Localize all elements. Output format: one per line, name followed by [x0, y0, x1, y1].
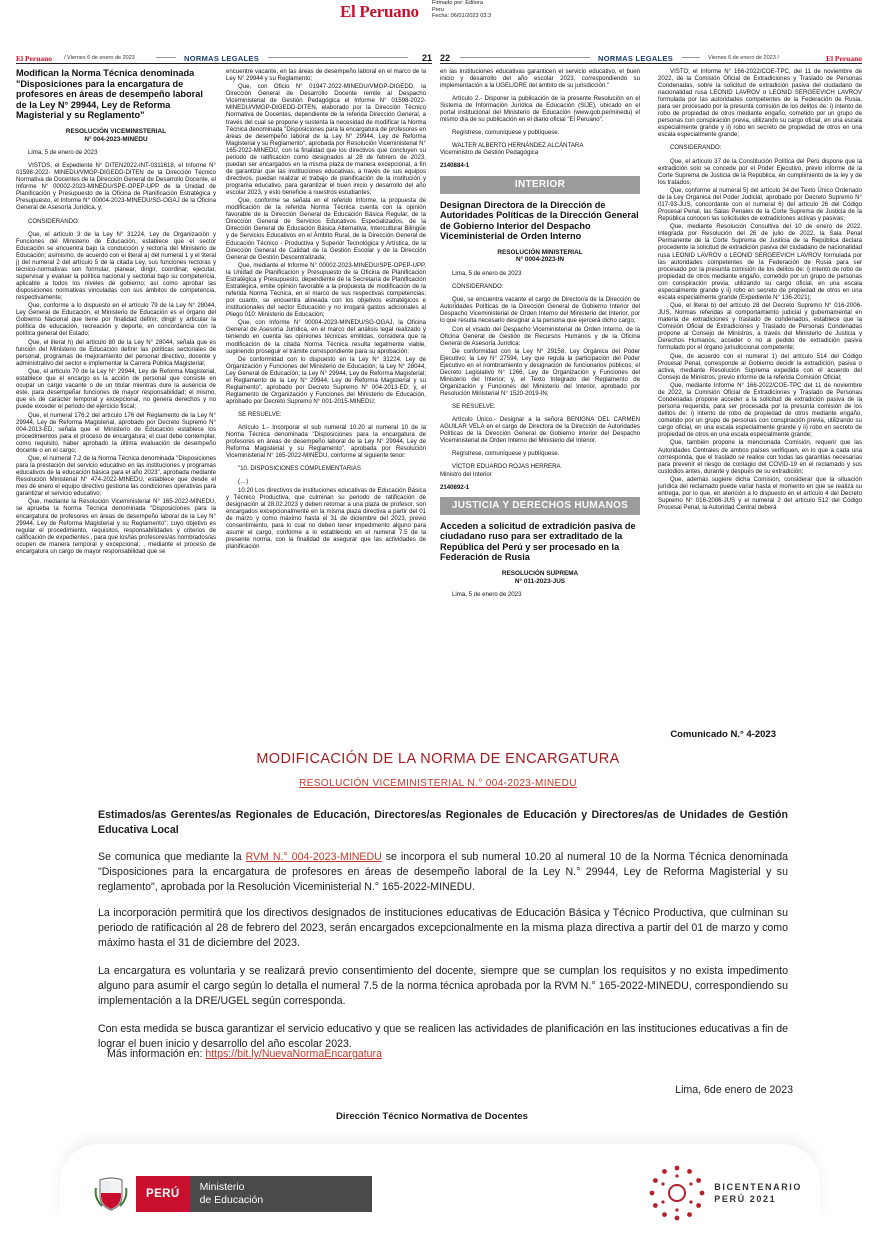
paragraph: VISTO; el Informe N° 166-2022/COE-TPC, del 11 de noviembre de 2022, de la Comisión Oficial de Extradiciones y Traslado de Personas Condenadas, sobre la solicitud de extradición pasiva del ciudadano de nacionalidad rusa LEONID LAVROV o LEONID SERGEEVICH LAVROV formulada por las autoridades competentes de la Federación de Rusia, para ser procesado por la presunta comisión de los delitos de: i) intento de robo de propiedad de otros mediante engaño, cometido por un grupo de personas con conspiración previa, utilizando su cargo oficial, en una escala especialmente grande y ii) robo en secreto de propiedad de otros en una escala especialmente grande;	[658, 68, 862, 139]
coat-of-arms-icon	[94, 1176, 128, 1212]
bicentenario-icon	[646, 1162, 708, 1224]
gazette-page-21	[16, 52, 432, 712]
greeting: Estimados/as Gerentes/as Regionales de Educación, Directores/as Regionales de Educación y Directores/as de Unidades de Gestión Educativa Local	[98, 809, 788, 837]
paragraph: Lima, 5 de enero de 2023	[452, 270, 522, 278]
paragraph: Que, además sugiere dicha Comisión, considerar que la situación jurídica del reclamado puede variar hasta el momento en que se realiza su entrega, por lo que, en atención a lo dispuesto en el artículo 4 del Decreto Supremo N° 016-2006-JUS y el numeral 2 del artículo 512 del Código Procesal Penal, la Autoridad Central deberá	[658, 475, 862, 512]
paragraph: De conformidad con la Ley N° 29158, Ley Orgánica del Poder Ejecutivo; la Ley N° 27594, Ley que regula la participación del Poder Ejecutivo en el nombramiento y designación de funcionarios públicos; el Decreto Legislativo N° 1266, Ley de Organización y Funciones del Ministerio del Interior; y, el Texto Integrado del Reglamento de Organización y Funciones del Ministerio del Interior, aprobado por Resolución Ministerial N° 1520-2019-IN;	[440, 347, 640, 398]
page-header	[16, 52, 432, 64]
header-date: Viernes 6 de enero de 2023 /	[708, 55, 779, 61]
publication-stamp	[0, 0, 876, 40]
bicentenario-text: BICENTENARIO PERÚ 2021	[714, 1182, 802, 1204]
paragraph: Que, conforme a lo dispuesto en el artículo 79 de la Ley N° 28044, Ley General de Educación, el Ministerio de Educación es el órgano del Gobierno Nacional que tiene por finalidad definir, dirigir y articular la política de educación, recreación y deporte, en concordancia con la política general del Estado;	[16, 302, 216, 338]
paragraph: Que, se encuentra vacante el cargo de Director/a de la Dirección de Autoridades Políticas de la Dirección General de Gobierno Interior del Despacho Viceministerial de Orden Interno del Ministerio del Interior, por lo que resulta necesario designar a la persona que ejercerá dicho cargo;	[440, 296, 640, 325]
paragraph: WALTER ALBERTO HERNÁNDEZ ALCÁNTARA Viceministro de Gestión Pedagógica	[440, 142, 584, 157]
paragraph: Que, el artículo 70 de la Ley N° 29944, Ley de Reforma Magisterial, establece que el encargo es la acción de personal que consiste en ocupar un cargo vacante o de un titular mientras dure la ausencia de este, para desempeñar funciones de mayor responsabilidad; el mismo, que es de carácter temporal y excepcional, no genera derechos y no puede exceder el periodo del ejercicio fiscal;	[16, 368, 216, 411]
paragraph: Que, el literal b) del artículo 28 del Decreto Supremo N° 016-2006-JUS, Normas referidas al comportamiento judicial y gubernamental en materia de extradiciones y traslado de condenados, establece que la Comisión Oficial de Extradiciones y Traslado de Personas Condenadas propone al Consejo de Ministros, a través del Ministerio de Justicia y Derechos Humanos, acceder o no al pedido de extradición pasiva formulado por el órgano jurisdiccional competente;	[658, 302, 862, 352]
text-column-2	[226, 68, 426, 712]
paragraph: Que, el numeral 176.2 del artículo 176 del Reglamento de la Ley N° 29944, Ley de Reforma Magisterial, aprobado por Decreto Supremo N° 004-2013-ED, señala que el Ministerio de Educación establece los procedimientos para el proceso de encargatura; el cual debe contemplar, como requisito, haber aprobado la última evaluación de desempeño docente o en el cargo;	[16, 411, 216, 454]
footer	[60, 1144, 820, 1220]
paragraph-1: Se comunica que mediante la RVM N.° 004-2023-MINEDU se incorpora el sub numeral 10.20 al numeral 10 de la Norma Técnica denominada "Disposiciones para la encargatura de profesores en áreas de desempeño laboral de la Ley N.° 29944, Ley de Reforma Magisterial y su reglamento", aprobada por la Resolución Viceministerial N.° 165-2022-MINEDU.	[98, 851, 788, 894]
norm-title: Designan Directora de la Dirección de Autoridades Políticas de la Dirección General de Gobierno Interior del Despacho Viceministerial de Orden Interno	[440, 199, 639, 242]
header-brand: El Peruano	[825, 54, 862, 63]
place-date: Lima, 6de enero de 2023	[675, 1084, 793, 1096]
paragraph: Artículo 1.- Incorporar el sub numeral 10.20 al numeral 10 de la Norma Técnica denominada "Disposiciones para la encargatura de profesores en áreas de desempeño laboral de la Ley N° 29944, Ley de Reforma Magisterial y su Reglamento", aprobada por Resolución Viceministerial N° 165-2022-MINEDU, conforme al siguiente tenor:	[226, 424, 426, 460]
paragraph: 10.20 Los directivos de instituciones educativas de Educación Básica y Técnico Productiva, que culminan su periodo de ratificación de designación al 28.02.2023 y deben retornar a una plaza de profesor, son encargados excepcionalmente en la misma plaza directiva a partir del 01 de marzo y como máximo hasta el 31 de diciembre del 2023, previo consentimiento, para lo cual no deben tener impedimento alguno para asumir el cargo, conforme a lo establecido en el numeral 7.5 de la presente norma, con la finalidad de asegurar que las actividades de planificación	[226, 486, 426, 551]
header-brand: El Peruano	[16, 54, 53, 63]
resolution-heading: RESOLUCIÓN MINISTERIAL N° 0004-2023-IN	[497, 248, 583, 264]
paragraph: CONSIDERANDO:	[670, 144, 722, 152]
paragraph: Que, mediante Resolución Consultiva del 10 de enero de 2022, integrada por Resolución del 26 de julio de 2022, la Sala Penal Permanente de la Corte Suprema de Justicia de la República declara procedente la solicitud de extradición pasiva del ciudadano de nacionalidad rusa LEONID LAVROV o LEONID SERGEEVICH LAVROV formulada por las autoridades competentes de la Federación de Rusia para ser procesado por la presunta comisión de los delitos de: i) intento de robo de propiedad de otros mediante engaño, cometido por un grupo de personas con conspiración previa, utilizando su cargo oficial, en una escala especialmente grande y ii) robo en secreto de propiedad de otros en una escala especialmente grande (Expediente N° 136-2021);	[658, 223, 862, 301]
paragraph: (…)	[238, 478, 249, 486]
section-banner: INTERIOR	[440, 176, 640, 194]
paragraph: Que, de acuerdo con el numeral 1) del artículo 514 del Código Procesal Penal, corresponde al Gobierno decidir la extradición, pasiva o activa, mediante Resolución Suprema expedida con el acuerdo del Consejo de Ministros, previo informe de la referida Comisión Oficial;	[658, 352, 862, 381]
paragraph: De conformidad con lo dispuesto en la Ley N° 31224, Ley de Organización y Funciones del Ministerio de Educación; la Ley N° 28044, Ley General de Educación; la Ley N° 29944, Ley de Reforma Magisterial; el Reglamento de la Ley N° 29944, Ley de Reforma Magisterial y su Reglamento", aprobado por Decreto Supremo N° 004-2013-ED; y, el Reglamento de Organización y Funciones del Ministerio de Educación, aprobado por Decreto Supremo N° 001-2015-MINEDU;	[226, 355, 426, 406]
text-column-1	[16, 68, 216, 712]
paragraph: Regístrese, comuníquese y publíquese.	[452, 450, 560, 458]
paragraph: Que, el artículo 3 de la Ley N° 31224, Ley de Organización y Funciones del Ministerio de Educación, establece que el sector Educación se encuentra bajo la conducción y rectoría del Ministerio de Educación; asimismo, de acuerdo con el literal a) del numeral 1 y el literal j) del numeral 2 del artículo 5 de la citada Ley, sus funciones rectoras y técnico-normativas son formular, planear, dirigir, coordinar, ejecutar, supervisar y evaluar la política nacional y sectorial bajo su competencia, aplicable a todos los niveles de gobierno; así como aprobar las disposiciones normativas vinculadas con sus ámbitos de competencia, respectivamente;	[16, 230, 216, 301]
signature: Dirección Técnico Normativa de Docentes	[336, 1111, 528, 1122]
paragraph: Lima, 5 de enero de 2023	[28, 149, 98, 157]
more-info-link[interactable]: https://bit.ly/NuevaNormaEncargatura	[205, 1048, 382, 1060]
norm-title: Modifican la Norma Técnica denominada "Disposiciones para la encargatura de profesores en áreas de desempeño laboral de la Ley N° 29944, Ley de Reforma Magisterial y su Reglamento"	[16, 68, 203, 121]
paragraph: encuentre vacante, en las áreas de desempeño laboral en el marco de la Ley N° 29944 y su Reglamento;	[226, 68, 426, 83]
paragraph-4: Con esta medida se busca garantizar el servicio educativo y que se realicen las actividades de planificación en las instituciones educativas a fin de lograr el buen inicio y desarrollo del año escolar 2023.	[98, 1023, 788, 1051]
gazette-page-22	[440, 52, 862, 712]
paragraph-3: La encargatura es voluntaria y se realizará previo consentimiento del docente, siempre que se cumplan los requisitos y no exista impedimento alguno para asumir el cargo según lo detalla el numeral 7.5 de la norma técnica aprobada por la RVM N.° 165-2022-MINEDU, correspondiendo su implementación a la DRE/UGEL según corresponda.	[98, 965, 788, 1008]
page-header	[440, 52, 862, 64]
paragraph: Que, mediante Informe N° 166-2022/COE-TPC del 11 de noviembre de 2022, la Comisión Oficial de Extradiciones y Traslado de Personas Condenadas propone acceder a la solicitud de extradición pasiva de la persona requerida, para ser procesada por la presunta comisión de los delitos de: i) intento de robo de propiedad de otros mediante engaño, cometido por un grupo de personas con conspiración previa, utilizando su cargo oficial, en una escala especialmente grande y ii) robo en secreto de propiedad de otros en una escala especialmente grande;	[658, 381, 862, 439]
paragraph: VÍCTOR EDUARDO ROJAS HERRERA Ministro del Interior	[440, 463, 561, 478]
ministry-label: Ministerio de Educación	[190, 1176, 372, 1212]
paragraph: Que, mediante el Informe N° 00002-2023-MINEDU/SPE-OPEP-UPP, la Unidad de Planificación y Presupuesto de la Oficina de Planificación Estratégica y Presupuesto, dependiente de la Secretaría de Planificación Estratégica, emite opinión favorable a la propuesta de modificación de la referida Norma Técnica, en el marco de sus respectivas competencias; por cuanto, se encuentra alineada con los objetivos estratégicos e institucionales del sector Educación y no irrogará gastos adicionales al Pliego 010: Ministerio de Educación;	[226, 261, 426, 319]
el-peruano-logo: El Peruano	[340, 2, 419, 21]
communique	[0, 712, 876, 1246]
paragraph: Artículo 2.- Disponer la publicación de la presente Resolución en el Sistema de Información Jurídica de Educación (SIJE), ubicado en el portal institucional del Ministerio de Educación (www.gob.pe/minedu) el mismo día de su publicación en el diario oficial "El Peruano".	[440, 95, 640, 124]
paragraph: Que, el literal h) del artículo 80 de la Ley N° 28044, señala que es función del Ministerio de Educación definir las políticas sectoriales de personal, programas de mejoramiento del personal directivo, docente y administrativo del sector e implementar la Carrera Pública Magisterial;	[16, 338, 216, 367]
rvm-link[interactable]: RVM N.° 004-2023-MINEDU	[245, 851, 382, 863]
paragraph: Que, mediante la Resolución Viceministerial N° 165-2022-MINEDU, se aprueba la Norma Técnica denominada "Disposiciones para la encargatura de profesores en áreas de desempeño laboral de la Ley N° 29944, Ley de Reforma Magisterial y su Reglamento"; cuyo objetivo es regular el procedimiento, requisitos, responsabilidades y criterios de calificación de expedientes , para que los/las profesores/as nombrados/as ocupen de manera temporal y excepcional, , mediante el proceso de encargatura un cargo de mayor responsabilidad que se	[16, 498, 216, 555]
minedu-logo	[94, 1172, 372, 1216]
header-section: NORMAS LEGALES	[598, 54, 674, 63]
paragraph: Que, con Oficio N° 01947-2022-MINEDU/VMGP-DIGEDD, la Dirección General de Desarrollo Docente remite al Despacho Viceministerial de Gestión Pedagógica el Informe N° 01598-2022-MINEDU/VMGP-DIGEDD-DITEN, elaborado por la Dirección Técnico Normativa de Docentes, dependiente de la referida Dirección General, a través del cual se propone y sustenta la necesidad de modificar la Norma Técnica denominada "Disposiciones para la encargatura de profesores en áreas de desempeño laboral de la Ley N° 29944, Ley de Reforma Magisterial y su Reglamento", aprobada por Resolución Viceministerial N° 165-2022-MINEDU, con la finalidad que los directivos que concluyen su periodo de ratificación como designados al 28 de febrero de 2023, puedan ser encargados en la misma plaza de manera excepcional, a fin de garantizar que las instituciones educativas, a través de sus equipos directivos, puedan realizar el trabajo de planificación de la institución y programa educativo, para garantizar el buen inicio y desarrollo del año escolar 2023, y esto beneficie a nuestros estudiantes;	[226, 83, 426, 196]
text-column-3	[440, 68, 640, 712]
paragraph: en las instituciones educativas garanticen el servicio educativo, el buen inicio y desarrollo del año escolar 2023, correspondiendo su implementación a la UGEL/DRE del ámbito de su jurisdicción."	[440, 68, 640, 90]
paragraph: VISTOS, el Expediente N° DITEN2022-INT-0311618, el Informe N° 01598-2022- MINEDU/VMGP-DIGEDD-DITEN de la Dirección Técnico Normativa de Docentes de la Dirección General de Desarrollo Docente, el Informe N° 00002-2023-MINEDU/SPE-OPEP-UPP de la Unidad de Planificación y Presupuesto de la Oficina de Planificación Estratégica y Presupuesto, el Informe N° 00004-2023-MINEDU/SG-OGAJ de la Oficina General de Asesoría Jurídica, y;	[16, 162, 216, 212]
paragraph: Con el visado del Despacho Viceministerial de Orden Interno, de la Oficina General de Gestión de Recursos Humanos y de la Oficina General de Asesoría Jurídica;	[440, 325, 640, 347]
header-date: / Viernes 6 de enero de 2023	[64, 55, 135, 61]
page-number: 21	[421, 53, 432, 63]
paragraph: Que, conforme al numeral 5) del artículo 34 del Texto Único Ordenado de la Ley Orgánica del Poder Judicial, aprobado por Decreto Supremo N° 017-93-JUS, concordante con el numeral 6) del artículo 26 del Código Procesal Penal, las Salas Penales de la Corte Suprema de Justicia de la República conocen las solicitudes de extradiciones activas y pasivas;	[658, 186, 862, 223]
header-section: NORMAS LEGALES	[184, 54, 260, 63]
paragraph: 2140884-1	[440, 162, 470, 170]
bicentenario-logo	[646, 1162, 802, 1224]
section-banner: JUSTICIA Y DERECHOS HUMANOS	[440, 497, 640, 515]
peru-label: PERÚ	[136, 1176, 190, 1212]
communique-number: Comunicado N.° 4-2023	[670, 729, 776, 740]
paragraph: SE RESUELVE:	[452, 403, 496, 411]
resolution-heading: RESOLUCIÓN VICEMINISTERIAL N° 004-2023-MINEDU	[65, 127, 167, 143]
paragraph: CONSIDERANDO:	[452, 283, 504, 291]
paragraph: Que, con Informe N° 00004-2023-MINEDU/SG-OGAJ, la Oficina General de Asesoría Jurídica, en el marco del análisis legal realizado y teniendo en cuenta las opiniones técnicas emitidas, considera que la modificación de la citada Norma Técnica resulta legalmente viable, sugiriendo proseguir el trámite correspondiente para su aprobación;	[226, 319, 426, 355]
text-column-4	[658, 68, 862, 712]
resolution-subtitle[interactable]: RESOLUCIÓN VICEMINISTERIAL N.° 004-2023-MINEDU	[299, 778, 577, 789]
more-info: Más información en: https://bit.ly/NuevaNormaEncargatura	[107, 1048, 382, 1060]
paragraph: Que, el artículo 37 de la Constitución Política del Perú dispone que la extradición solo se concede por el Poder Ejecutivo, previo informe de la Corte Suprema de Justicia de la República, en cumplimiento de la ley y de los tratados;	[658, 157, 862, 186]
paragraph-2: La incorporación permitirá que los directivos designados de instituciones educativas de Educación Básica y Técnico Productiva, que culminan su periodo de ratificación al 28 de febrero del 2023, serán encargados excepcionalmente en la misma plaza directiva a partir del 01 de marzo y como máximo hasta el 31 de diciembre del 2023.	[98, 907, 788, 950]
resolution-heading: RESOLUCIÓN SUPREMA N° 011-2023-JUS	[501, 570, 579, 585]
paragraph: Regístrese, comuníquese y publíquese.	[452, 129, 560, 137]
page-number: 22	[440, 53, 451, 63]
paragraph: Que, también propone la mencionada Comisión, requerir que las Autoridades Centrales de ambos países verifiquen, en lo que a cada una corresponda, que el traslado se realice con todas las garantías necesarias para prevenir el riesgo de contagio del COVID-19 en el reclamado y sus custodios antes, durante y después de su extradición;	[658, 439, 862, 475]
paragraph: CONSIDERANDO:	[28, 217, 80, 225]
digital-signature: Firmado por: Editora Peru Fecha: 06/01/2023 03:3	[432, 0, 492, 20]
paragraph: "10. DISPOSICIONES COMPLEMENTARIAS	[238, 465, 361, 473]
communique-title: MODIFICACIÓN DE LA NORMA DE ENCARGATURA	[256, 751, 620, 767]
norm-title: Acceden a solicitud de extradición pasiva de ciudadano ruso para ser extraditado de la República del Perú y ser procesado en la Federación de Rusia	[440, 520, 636, 563]
paragraph: Que, el numeral 7.2 de la Norma Técnica denominada "Disposiciones para la prestación del servicio educativo en las instituciones y programas educativos de la educación básica para el año 2023", aprobada mediante Resolución Ministerial N° 474-2022-MINEDU, establece que desde el mes de enero el equipo directivo gestiona las condiciones operativas para garantizar el servicio educativo;	[16, 454, 216, 498]
paragraph: Artículo Único.- Designar a la señora BENIGNA DEL CARMEN AGUILAR VELA en el cargo de Directora de la Dirección de Autoridades Políticas de la Dirección General de Gobierno Interior del Despacho Viceministerial de Orden Interno del Ministerio del Interior.	[440, 416, 640, 445]
paragraph: SE RESUELVE:	[238, 411, 282, 419]
paragraph: Que, conforme se señala en el referido Informe, la propuesta de modificación de la referida Norma Técnica cuenta con la opinión favorable de la Dirección General de Educación Básica Regular, de la Dirección General de Servicios Educativos Especializados, de la Dirección General de Educación Básica Alternativa, Intercultural Bilingüe y de Servicios Educativos en el Ámbito Rural, de la Dirección General de Educación Técnico - Productiva y Superior Tecnológica y Artística, de la Dirección General de Calidad de la Gestión Escolar y de la Dirección General de Gestión Descentralizada;	[226, 197, 426, 261]
paragraph: Lima, 5 de enero de 2023	[452, 591, 522, 599]
paragraph: 2140892-1	[440, 483, 470, 491]
